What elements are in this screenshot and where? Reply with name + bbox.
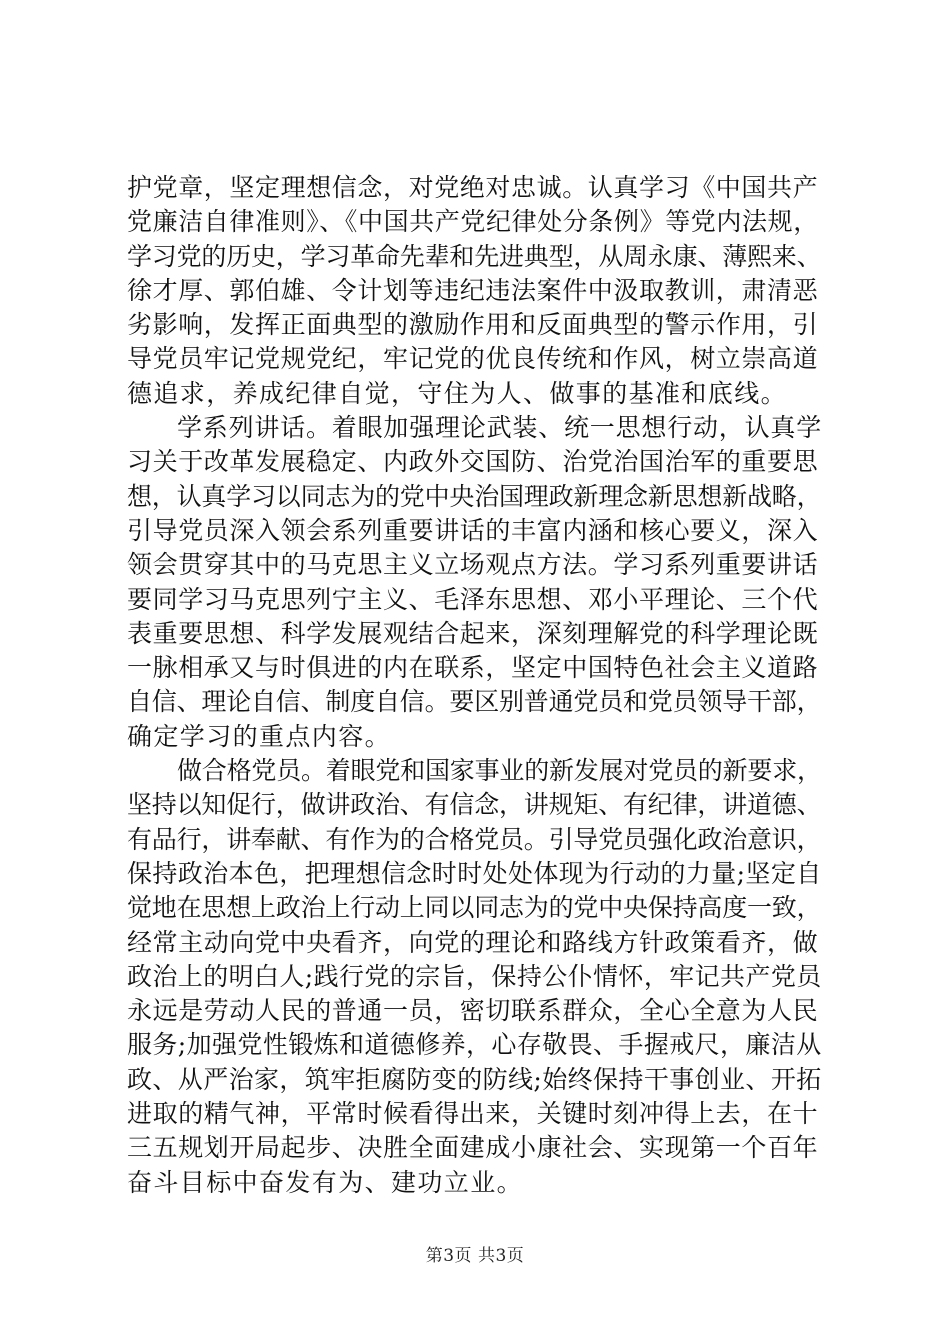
paragraph-line: 习关于改革发展稳定、内政外交国防、治党治国治军的重要思 (127, 447, 819, 477)
paragraph-line: 奋斗目标中奋发有为、建功立业。 (127, 1167, 524, 1197)
paragraph-line: 做合格党员。着眼党和国家事业的新发展对党员的新要求， (177, 756, 822, 786)
paragraph-line: 有品行，讲奉献、有作为的合格党员。引导党员强化政治意识， (127, 824, 822, 854)
paragraph-line: 导党员牢记党规党纪，牢记党的优良传统和作风，树立崇高道 (127, 344, 819, 374)
paragraph-line: 要同学习马克思列宁主义、毛泽东思想、邓小平理论、三个代 (127, 584, 819, 614)
paragraph-line: 服务;加强党性锻炼和道德修养，心存敬畏、手握戒尺，廉洁从 (127, 1030, 822, 1060)
paragraph-2 (127, 411, 823, 754)
paragraph-1 (127, 171, 823, 411)
paragraph-line: 政、从严治家，筑牢拒腐防变的防线;始终保持干事创业、开拓 (127, 1064, 822, 1094)
paragraph-line: 徐才厚、郭伯雄、令计划等违纪违法案件中汲取教训，肃清恶 (127, 275, 819, 305)
paragraph-line: 学系列讲话。着眼加强理论武装、统一思想行动，认真学 (177, 413, 823, 443)
paragraph-line: 确定学习的重点内容。 (127, 721, 392, 751)
paragraph-line: 领会贯穿其中的马克思主义立场观点方法。学习系列重要讲话 (127, 550, 819, 580)
paragraph-line: 想，认真学习以同志为的党中央治国理政新理念新思想新战略， (127, 481, 822, 511)
paragraph-line: 政治上的明白人;践行党的宗旨，保持公仆情怀，牢记共产党员 (127, 961, 822, 991)
paragraph-line: 党廉洁自律准则》、《中国共产党纪律处分条例》等党内法规， (127, 207, 819, 237)
paragraph-line: 进取的精气神，平常时候看得出来，关键时刻冲得上去，在十 (127, 1099, 819, 1129)
paragraph-line: 保持政治本色，把理想信念时时处处体现为行动的力量;坚定自 (127, 858, 822, 888)
document-body (127, 171, 823, 1200)
paragraph-line: 自信、理论自信、制度自信。要区别普通党员和党员领导干部， (127, 687, 822, 717)
paragraph-line: 表重要思想、科学发展观结合起来，深刻理解党的科学理论既 (127, 618, 819, 648)
paragraph-3 (127, 754, 823, 1200)
paragraph-line: 坚持以知促行，做讲政治、有信念，讲规矩、有纪律，讲道德、 (127, 790, 822, 820)
paragraph-line: 觉地在思想上政治上行动上同以同志为的党中央保持高度一致， (127, 893, 822, 923)
paragraph-line: 劣影响，发挥正面典型的激励作用和反面典型的警示作用，引 (127, 310, 819, 340)
paragraph-line: 学习党的历史，学习革命先辈和先进典型，从周永康、薄熙来、 (127, 241, 822, 271)
paragraph-line: 三五规划开局起步、决胜全面建成小康社会、实现第一个百年 (127, 1133, 819, 1163)
paragraph-line: 引导党员深入领会系列重要讲话的丰富内涵和核心要义，深入 (127, 515, 819, 545)
paragraph-line: 永远是劳动人民的普通一员，密切联系群众，全心全意为人民 (127, 996, 819, 1026)
page-number-footer: 第3页 共3页 (425, 1246, 525, 1266)
paragraph-line: 德追求，养成纪律自觉，守住为人、做事的基准和底线。 (127, 378, 788, 408)
paragraph-line: 经常主动向党中央看齐，向党的理论和路线方针政策看齐，做 (127, 927, 819, 957)
paragraph-line: 一脉相承又与时俱进的内在联系，坚定中国特色社会主义道路 (127, 653, 819, 683)
paragraph-line: 护党章，坚定理想信念，对党绝对忠诚。认真学习《中国共产 (127, 173, 819, 202)
